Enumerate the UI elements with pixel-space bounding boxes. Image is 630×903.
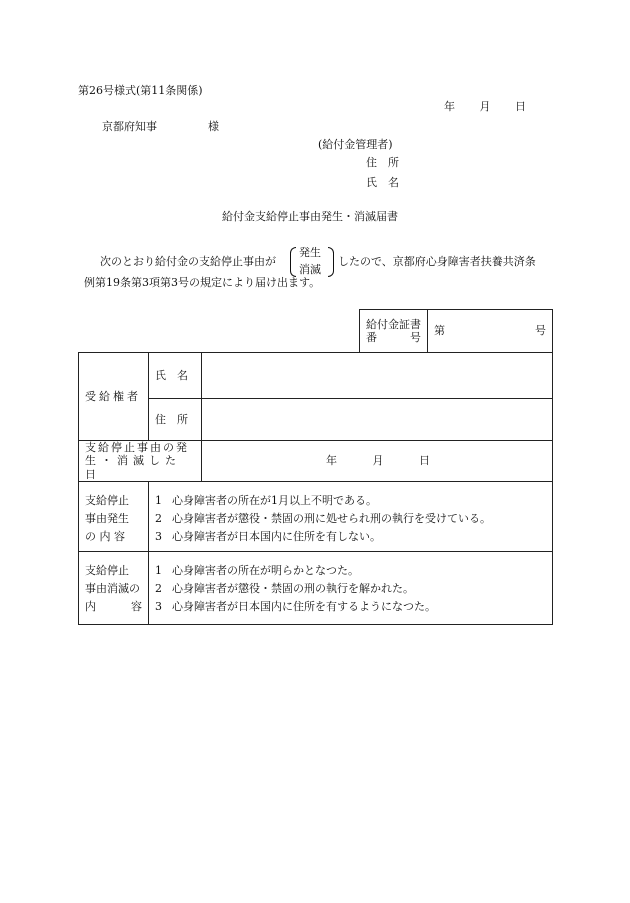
sender-address-label: 住 所: [366, 156, 399, 169]
sender-name-label: 氏 名: [366, 176, 399, 189]
notification-form-table: [78, 352, 553, 625]
document-title: 給付金支給停止事由発生・消滅届書: [222, 210, 398, 223]
recipient-name-label: 氏 名: [149, 353, 202, 399]
occurrence-label: 支給停止 事由発生 の 内 容: [79, 482, 149, 552]
extinction-reasons: [149, 552, 553, 625]
occurrence-reason-item[interactable]: 3 心身障害者が日本国内に住所を有しない。: [155, 530, 381, 543]
recipient-label: 受給権者: [79, 353, 149, 441]
body-text-before: 次のとおり給付金の支給停止事由が: [100, 255, 276, 268]
occurrence-reason-item[interactable]: 1 心身障害者の所在が1月以上不明である。: [155, 494, 377, 507]
event-date-year: 年: [326, 454, 337, 468]
certificate-prefix: 第: [434, 324, 445, 338]
submission-date: [444, 100, 526, 113]
body-option-extinction: 消滅: [299, 263, 321, 276]
certificate-label-line2: 番 号: [366, 331, 421, 344]
date-month-label: 月: [479, 100, 491, 113]
date-year-label: 年: [444, 100, 455, 113]
event-date-label: 支給停止事由の発 生・消滅した日: [79, 441, 202, 482]
body-option-occurrence: 発生: [299, 246, 321, 259]
brace-left: [290, 247, 296, 277]
recipient-address-label: 住 所: [149, 399, 202, 441]
recipient-address-field[interactable]: [202, 399, 553, 441]
form-number: 第26号様式(第11条関係): [78, 84, 203, 97]
date-day-label: 日: [515, 100, 526, 113]
certificate-label: [360, 310, 428, 353]
occurrence-reason-item[interactable]: 2 心身障害者が懲役・禁固の刑に処せられ刑の執行を受けている。: [155, 512, 491, 525]
sender-role: (給付金管理者): [318, 138, 393, 151]
certificate-suffix: 号: [535, 324, 546, 338]
brace-right: [328, 247, 334, 277]
occurrence-reasons: [149, 482, 553, 552]
body-text-line2: 例第19条第3項第3号の規定により届け出ます。: [84, 276, 321, 289]
certificate-label-line1: 給付金証書: [366, 317, 421, 331]
extinction-label: 支給停止 事由消滅の 内 容: [79, 552, 149, 625]
recipient-name-field[interactable]: [202, 353, 553, 399]
certificate-number-box: [359, 309, 553, 353]
addressee-honorific: 様: [208, 120, 219, 133]
certificate-number-field[interactable]: [428, 310, 553, 353]
extinction-reason-item[interactable]: 2 心身障害者が懲役・禁固の刑の執行を解かれた。: [155, 582, 414, 595]
event-date-field[interactable]: [202, 441, 553, 482]
extinction-reason-item[interactable]: 3 心身障害者が日本国内に住所を有するようになつた。: [155, 600, 436, 613]
addressee: 京都府知事: [102, 120, 157, 133]
event-date-day: 日: [419, 454, 430, 468]
body-text-after: したので、京都府心身障害者扶養共済条: [338, 255, 536, 268]
extinction-reason-item[interactable]: 1 心身障害者の所在が明らかとなつた。: [155, 564, 359, 577]
event-date-month: 月: [372, 454, 384, 468]
